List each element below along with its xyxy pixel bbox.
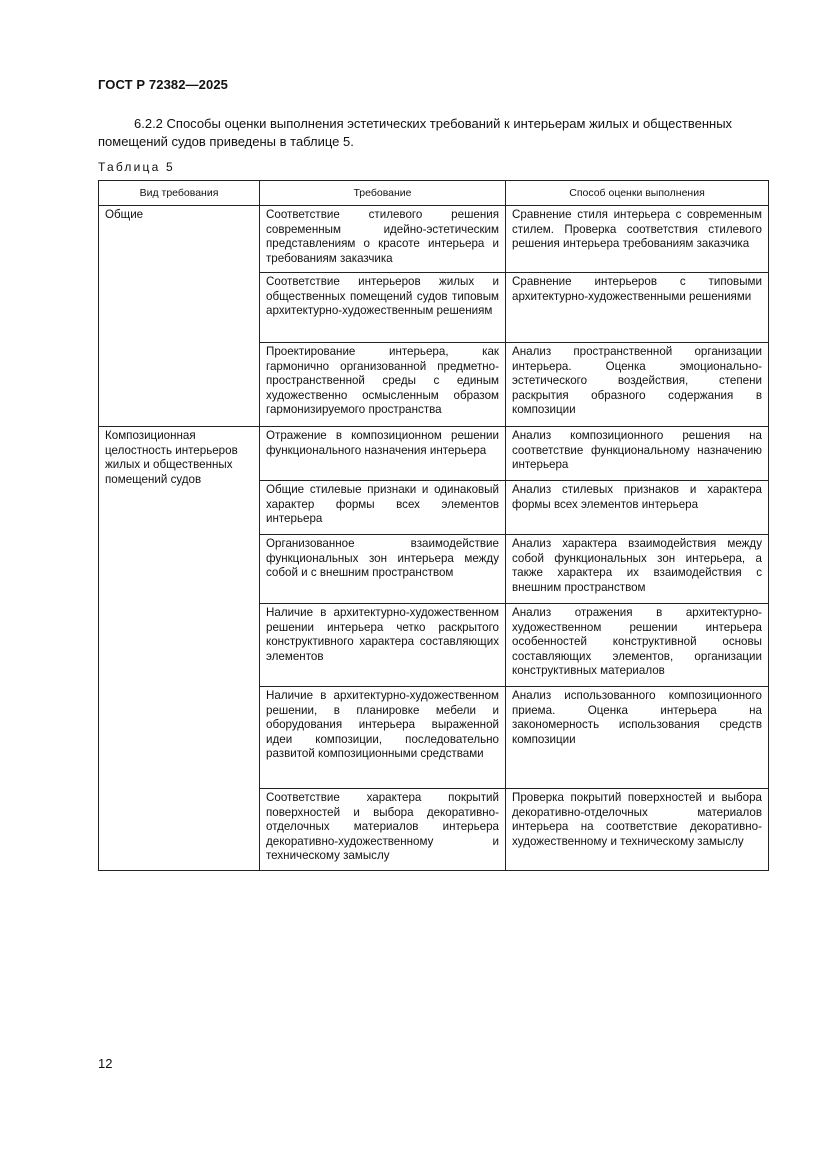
requirement-cell: Проектирование интерьера, как гармонично организованной предметно-пространственной среды с единым художественно осмысленным образом гармонизируемого пространства bbox=[260, 343, 506, 427]
kind-cell: Композиционная целостность интерьеров жилых и общественных помещений судов bbox=[99, 427, 260, 871]
method-cell: Анализ пространственной организации интерьера. Оценка эмоционально-эстетического воздействия, степени раскрытия образного содержания в композиции bbox=[506, 343, 769, 427]
column-header-requirement: Требование bbox=[260, 181, 506, 206]
method-cell: Сравнение интерьеров с типовыми архитектурно-художественными решениями bbox=[506, 273, 769, 343]
method-cell: Анализ стилевых признаков и характера формы всех элементов интерьера bbox=[506, 481, 769, 535]
method-cell: Анализ отражения в архитектурно-художественном решении интерьера особенностей конструктивной основы составляющих элементов, организации конструктивных материалов bbox=[506, 604, 769, 687]
page-number: 12 bbox=[98, 1056, 113, 1071]
kind-cell: Общие bbox=[99, 206, 260, 427]
table-row bbox=[99, 427, 769, 481]
requirement-cell: Соответствие характера покрытий поверхностей и выбора декоративно-отделочных материалов интерьера декоративно-художественному и техническому замыслу bbox=[260, 789, 506, 871]
method-cell: Анализ композиционного решения на соответствие функциональному назначению интерьера bbox=[506, 427, 769, 481]
requirement-cell: Общие стилевые признаки и одинаковый характер формы всех элементов интерьера bbox=[260, 481, 506, 535]
requirement-cell: Наличие в архитектурно-художественном решении интерьера четко раскрытого конструктивного характера составляющих элементов bbox=[260, 604, 506, 687]
table-row bbox=[99, 206, 769, 273]
requirement-cell: Отражение в композиционном решении функционального назначения интерьера bbox=[260, 427, 506, 481]
method-cell: Сравнение стиля интерьера с современным стилем. Проверка соответствия стилевого решения интерьера требованиям заказчика bbox=[506, 206, 769, 273]
method-cell: Анализ использованного композиционного приема. Оценка интерьера на закономерность использования средств композиции bbox=[506, 687, 769, 789]
table-header-row bbox=[99, 181, 769, 206]
requirement-cell: Соответствие стилевого решения современным идейно-эстетическим представлениям о красоте интерьера и требованиям заказчика bbox=[260, 206, 506, 273]
table-caption: Таблица 5 bbox=[98, 160, 175, 174]
column-header-method: Способ оценки выполнения bbox=[506, 181, 769, 206]
requirement-cell: Организованное взаимодействие функциональных зон интерьера между собой и с внешним пространством bbox=[260, 535, 506, 604]
intro-paragraph: 6.2.2 Способы оценки выполнения эстетических требований к интерьерам жилых и общественных помещений судов приведены в таблице 5. bbox=[98, 116, 733, 149]
requirement-cell: Наличие в архитектурно-художественном решении, в планировке мебели и оборудования интерьера выраженной идеи композиции, последовательно развитой композиционными средствами bbox=[260, 687, 506, 789]
column-header-kind: Вид требования bbox=[99, 181, 260, 206]
method-cell: Анализ характера взаимодействия между собой функциональных зон интерьера, а также характера их взаимодействия с внешним пространством bbox=[506, 535, 769, 604]
requirement-cell: Соответствие интерьеров жилых и общественных помещений судов типовым архитектурно-художественным решениям bbox=[260, 273, 506, 343]
requirements-table bbox=[98, 180, 769, 871]
document-code-header: ГОСТ Р 72382—2025 bbox=[98, 77, 228, 92]
method-cell: Проверка покрытий поверхностей и выбора декоративно-отделочных материалов интерьера на соответствие декоративно-художественному и техническому замыслу bbox=[506, 789, 769, 871]
